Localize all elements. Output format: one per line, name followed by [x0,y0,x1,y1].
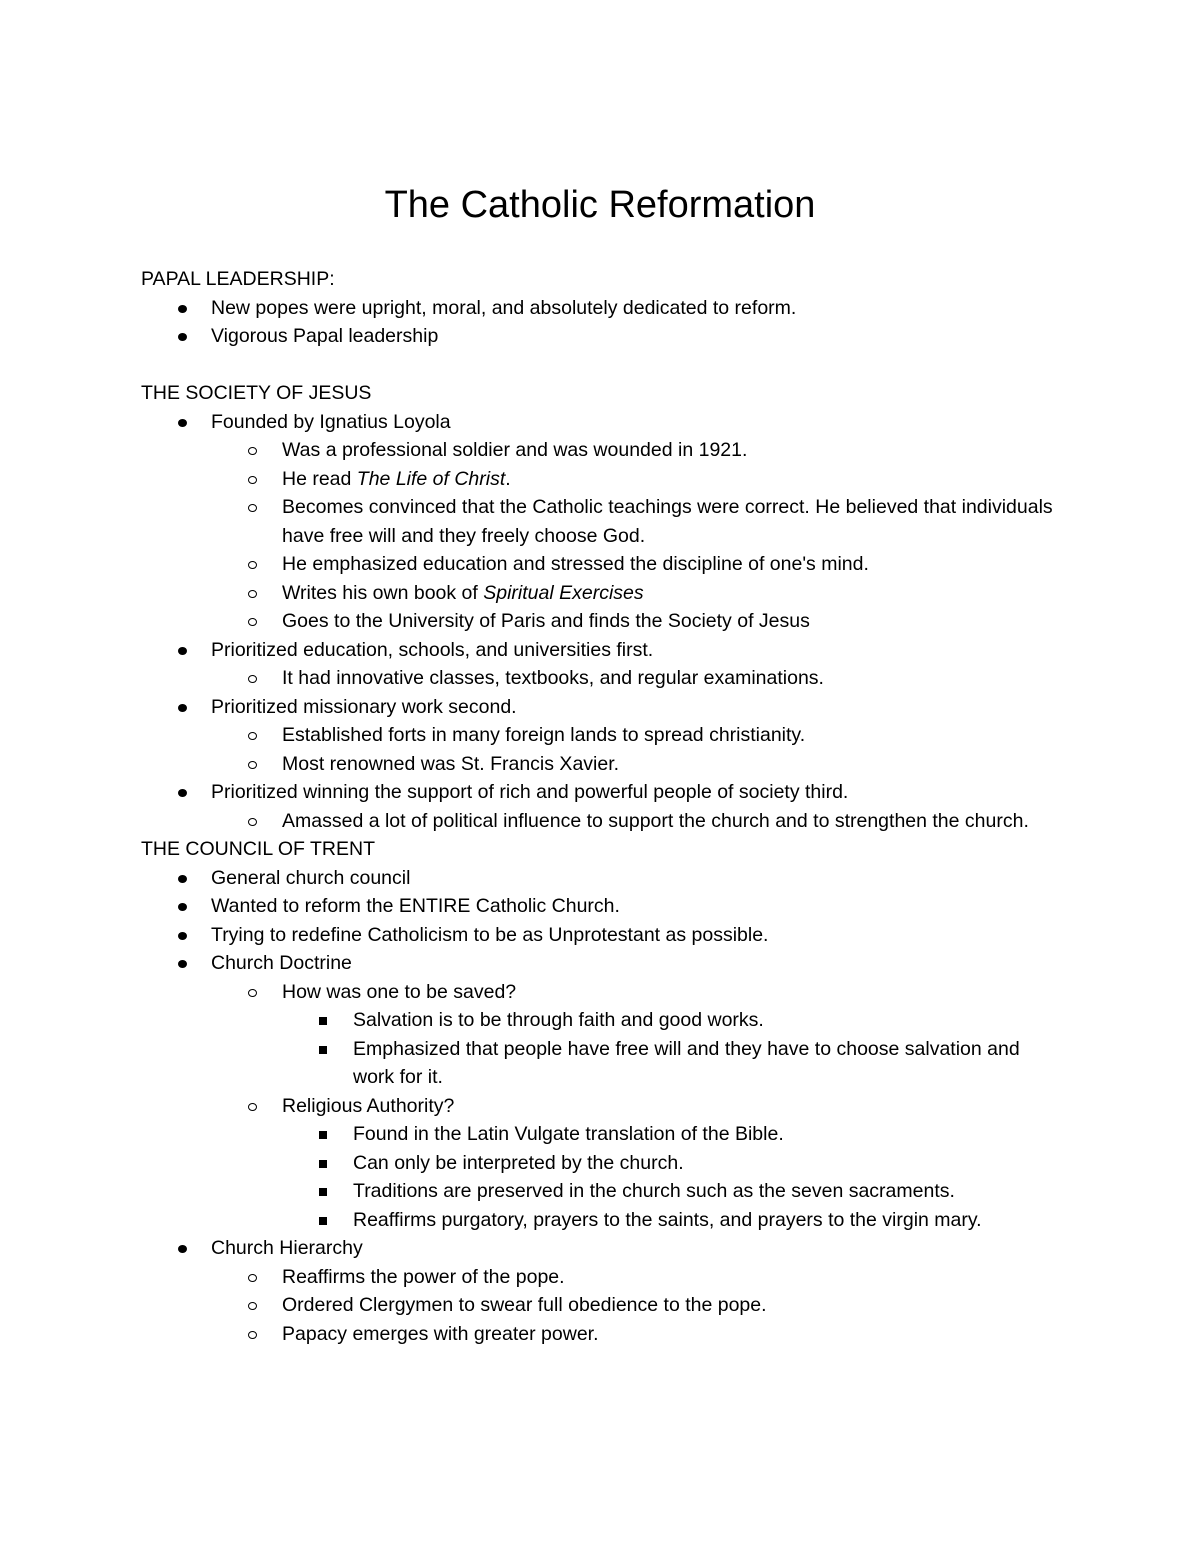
salvation-list [282,1006,1061,1092]
blank-line [141,351,1061,380]
hollow-bullet-icon [248,1103,257,1111]
hollow-bullet-icon [248,1302,257,1310]
list-item: Church Doctrine [141,949,1061,978]
list-item: Found in the Latin Vulgate translation of the Bible. [282,1120,1061,1149]
square-bullet-icon [319,1046,327,1054]
filled-bullet-icon [178,789,187,797]
filled-bullet-icon [178,1245,187,1253]
hollow-bullet-icon [248,504,257,512]
list-item: Papacy emerges with greater power. [211,1320,1061,1349]
square-bullet-icon [319,1131,327,1139]
support-details-list [211,807,1061,836]
list-item: Prioritized winning the support of rich and powerful people of society third. [141,778,1061,807]
society-priorities-list [141,636,1061,665]
authority-list [282,1120,1061,1234]
hollow-bullet-icon [248,590,257,598]
list-item: Was a professional soldier and was wounded in 1921. [211,436,1061,465]
square-bullet-icon [319,1188,327,1196]
doctrine-list [211,1092,1061,1121]
hollow-bullet-icon [248,989,257,997]
missionary-details-list [211,721,1061,778]
hollow-bullet-icon [248,761,257,769]
list-item: Founded by Ignatius Loyola [141,408,1061,437]
filled-bullet-icon [178,647,187,655]
list-item: It had innovative classes, textbooks, and regular examinations. [211,664,1061,693]
list-item: Emphasized that people have free will and they have to choose salvation and work for it. [282,1035,1061,1092]
hollow-bullet-icon [248,561,257,569]
list-item: Goes to the University of Paris and finds the Society of Jesus [211,607,1061,636]
list-item: Prioritized missionary work second. [141,693,1061,722]
hollow-bullet-icon [248,818,257,826]
filled-bullet-icon [178,704,187,712]
society-of-jesus-list [141,408,1061,437]
list-item: Writes his own book of Spiritual Exercises [211,579,1061,608]
filled-bullet-icon [178,333,187,341]
hollow-bullet-icon [248,675,257,683]
society-priorities-list [141,693,1061,722]
list-item: New popes were upright, moral, and absolutely dedicated to reform. [141,294,1061,323]
list-item: Established forts in many foreign lands to spread christianity. [211,721,1061,750]
list-item: How was one to be saved? [211,978,1061,1007]
list-item: Can only be interpreted by the church. [282,1149,1061,1178]
list-item: Religious Authority? [211,1092,1061,1121]
filled-bullet-icon [178,932,187,940]
section-heading-papal-leadership: PAPAL LEADERSHIP: [141,268,335,290]
section-heading-council-of-trent: THE COUNCIL OF TRENT [141,838,376,860]
list-item: Reaffirms purgatory, prayers to the saints, and prayers to the virgin mary. [282,1206,1061,1235]
book-title: The Life of Christ [356,467,506,490]
hollow-bullet-icon [248,732,257,740]
list-item: Most renowned was St. Francis Xavier. [211,750,1061,779]
council-of-trent-list [141,864,1061,978]
filled-bullet-icon [178,960,187,968]
society-priorities-list [141,778,1061,807]
education-details-list [211,664,1061,693]
square-bullet-icon [319,1217,327,1225]
list-item: Church Hierarchy [141,1234,1061,1263]
list-item: Amassed a lot of political influence to support the church and to strengthen the church. [211,807,1061,836]
square-bullet-icon [319,1017,327,1025]
list-item: Becomes convinced that the Catholic teachings were correct. He believed that individuals have free will and they freely choose God. [211,493,1061,550]
hollow-bullet-icon [248,447,257,455]
filled-bullet-icon [178,305,187,313]
doctrine-list [211,978,1061,1007]
list-item: Vigorous Papal leadership [141,322,1061,351]
list-item: Trying to redefine Catholicism to be as Unprotestant as possible. [141,921,1061,950]
papal-leadership-list [141,294,1061,351]
square-bullet-icon [319,1160,327,1168]
list-item: Wanted to reform the ENTIRE Catholic Church. [141,892,1061,921]
filled-bullet-icon [178,419,187,427]
page-title: The Catholic Reformation [384,184,816,226]
list-item: Ordered Clergymen to swear full obedience to the pope. [211,1291,1061,1320]
book-title: Spiritual Exercises [483,581,644,604]
list-item: General church council [141,864,1061,893]
section-heading-society-of-jesus: THE SOCIETY OF JESUS [141,382,372,404]
filled-bullet-icon [178,903,187,911]
list-item: He read The Life of Christ. [211,465,1061,494]
document-body [141,265,1061,1348]
list-item: Prioritized education, schools, and universities first. [141,636,1061,665]
council-of-trent-list [141,1234,1061,1263]
list-item: Traditions are preserved in the church such as the seven sacraments. [282,1177,1061,1206]
hollow-bullet-icon [248,1274,257,1282]
loyola-details-list [211,436,1061,636]
list-item: Salvation is to be through faith and good works. [282,1006,1061,1035]
filled-bullet-icon [178,875,187,883]
hollow-bullet-icon [248,476,257,484]
hollow-bullet-icon [248,618,257,626]
hierarchy-list [211,1263,1061,1349]
list-item: Reaffirms the power of the pope. [211,1263,1061,1292]
list-item: He emphasized education and stressed the discipline of one's mind. [211,550,1061,579]
hollow-bullet-icon [248,1331,257,1339]
